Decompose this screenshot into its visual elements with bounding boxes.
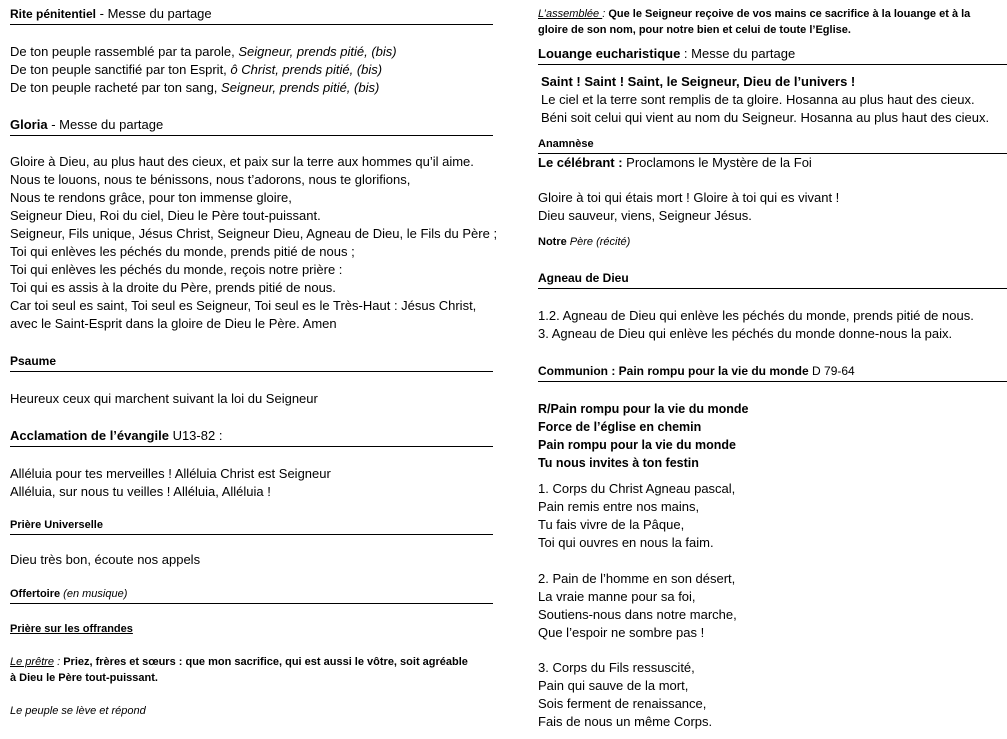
gloria-line: Nous te louons, nous te bénissons, nous t’adorons, nous te glorifions,	[10, 172, 411, 187]
peuple-note: Le peuple se lève et répond	[10, 705, 146, 717]
assemblee-line-2: gloire de son nom, pour notre bien et celui de toute l’Eglise.	[538, 24, 851, 36]
gloria-line: Toi qui enlèves les péchés du monde, reçois notre prière :	[10, 262, 343, 277]
pretre-line-2: à Dieu le Père tout-puissant.	[10, 672, 158, 684]
louange-saint-line: Saint ! Saint ! Saint, le Seigneur, Dieu de l’univers !	[541, 74, 856, 89]
rite-line-3: De ton peuple racheté par ton sang, Seigneur, prends pitié, (bis)	[10, 80, 380, 95]
section-heading-offertoire: Offertoire (en musique)	[10, 586, 493, 604]
section-heading-psaume: Psaume	[10, 352, 493, 372]
gloria-line: avec le Saint-Esprit dans la gloire de Dieu le Père. Amen	[10, 316, 337, 331]
acclamation-line: Alléluia, sur nous tu veilles ! Alléluia, Alléluia !	[10, 484, 271, 499]
verse-line: Sois ferment de renaissance,	[538, 696, 707, 711]
anamnese-line: Gloire à toi qui étais mort ! Gloire à toi qui es vivant !	[538, 190, 840, 205]
gloria-line: Seigneur, Fils unique, Jésus Christ, Seigneur Dieu, Agneau de Dieu, le Fils du Père ;	[10, 226, 498, 241]
anamnese-line: Dieu sauveur, viens, Seigneur Jésus.	[538, 208, 752, 223]
verse-line: Tu fais vivre de la Pâque,	[538, 517, 685, 532]
verse-line: Pain qui sauve de la mort,	[538, 678, 689, 693]
verse-line: Toi qui ouvres en nous la faim.	[538, 535, 714, 550]
louange-line: Le ciel et la terre sont remplis de ta gloire. Hosanna au plus haut des cieux.	[541, 92, 975, 107]
gloria-line: Seigneur Dieu, Roi du ciel, Dieu le Père tout-puissant.	[10, 208, 321, 223]
gloria-line: Car toi seul es saint, Toi seul es Seigneur, Toi seul es le Très-Haut : Jésus Christ,	[10, 298, 477, 313]
priere-universelle-line: Dieu très bon, écoute nos appels	[10, 552, 201, 567]
pretre-line-1: Le prêtre : Priez, frères et sœurs : que mon sacrifice, qui est aussi le vôtre, soit agréable	[10, 656, 468, 668]
gloria-line: Gloire à Dieu, au plus haut des cieux, et paix sur la terre aux hommes qu’il aime.	[10, 154, 474, 169]
psaume-line: Heureux ceux qui marchent suivant la loi du Seigneur	[10, 391, 318, 406]
section-heading-communion: Communion : Pain rompu pour la vie du monde D 79-64	[538, 362, 1007, 382]
refrain-line: Tu nous invites à ton festin	[538, 456, 699, 470]
verse-line: Fais de nous un même Corps.	[538, 714, 713, 729]
assemblee-line-1: L’assemblée : Que le Seigneur reçoive de vos mains ce sacrifice à la louange et à la	[538, 8, 971, 20]
celebrant-line: Le célébrant : Proclamons le Mystère de la Foi	[538, 155, 812, 170]
verse-line: La vraie manne pour sa foi,	[538, 589, 696, 604]
refrain-line: Pain rompu pour la vie du monde	[538, 438, 736, 452]
verse-line: Soutiens-nous dans notre marche,	[538, 607, 737, 622]
notre-pere-heading: Notre Père (récité)	[538, 236, 631, 248]
refrain-line: R/Pain rompu pour la vie du monde	[538, 402, 749, 416]
section-heading-louange: Louange eucharistique : Messe du partage	[538, 45, 1007, 65]
verse-line: Pain remis entre nos mains,	[538, 499, 700, 514]
gloria-line: Toi qui es assis à la droite du Père, prends pitié de nous.	[10, 280, 336, 295]
gloria-line: Toi qui enlèves les péchés du monde, prends pitié de nous ;	[10, 244, 355, 259]
section-heading-priere-universelle: Prière Universelle	[10, 517, 493, 535]
section-heading-priere-offrandes: Prière sur les offrandes	[10, 623, 133, 635]
agneau-line: 3. Agneau de Dieu qui enlève les péchés du monde donne-nous la paix.	[538, 326, 953, 341]
verse-line: 2. Pain de l’homme en son désert,	[538, 571, 736, 586]
verse-line: 1. Corps du Christ Agneau pascal,	[538, 481, 736, 496]
section-heading-gloria: Gloria - Messe du partage	[10, 116, 493, 136]
section-heading-agneau: Agneau de Dieu	[538, 269, 1007, 289]
section-heading-rite-penitentiel: Rite pénitentiel - Messe du partage	[10, 5, 493, 25]
gloria-line: Nous te rendons grâce, pour ton immense gloire,	[10, 190, 292, 205]
verse-line: 3. Corps du Fils ressuscité,	[538, 660, 695, 675]
section-heading-acclamation: Acclamation de l’évangile U13-82 :	[10, 427, 493, 447]
verse-line: Que l’espoir ne sombre pas !	[538, 625, 705, 640]
section-heading-anamnese: Anamnèse	[538, 136, 1007, 154]
agneau-line: 1.2. Agneau de Dieu qui enlève les péchés du monde, prends pitié de nous.	[538, 308, 974, 323]
acclamation-line: Alléluia pour tes merveilles ! Alléluia Christ est Seigneur	[10, 466, 331, 481]
rite-line-1: De ton peuple rassemblé par ta parole, Seigneur, prends pitié, (bis)	[10, 44, 397, 59]
refrain-line: Force de l’église en chemin	[538, 420, 702, 434]
louange-line: Béni soit celui qui vient au nom du Seigneur. Hosanna au plus haut des cieux.	[541, 110, 990, 125]
rite-line-2: De ton peuple sanctifié par ton Esprit, ô Christ, prends pitié, (bis)	[10, 62, 383, 77]
